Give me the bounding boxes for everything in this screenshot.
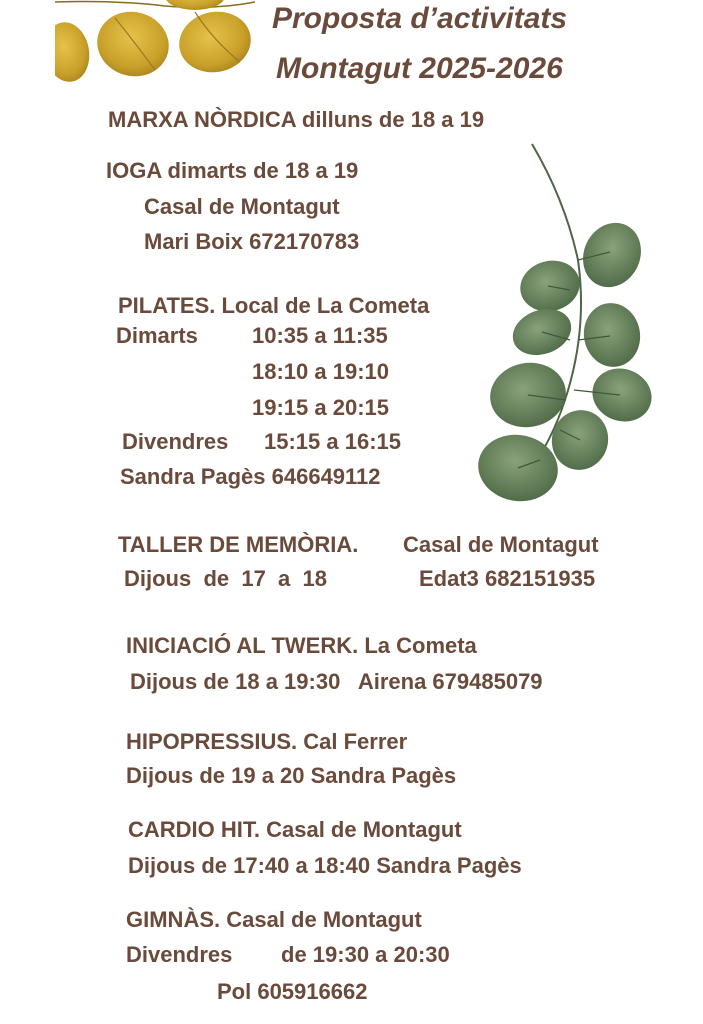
title-line-2: Montagut 2025-2026: [276, 52, 563, 85]
green-eucalyptus-branch-icon: [470, 140, 660, 530]
cardio-schedule: Dijous de 17:40 a 18:40 Sandra Pagès: [128, 853, 522, 878]
hipopressius-line: HIPOPRESSIUS. Cal Ferrer: [126, 729, 408, 754]
twerk-schedule: Dijous de 18 a 19:30 Airena 679485079: [130, 669, 543, 694]
ioga-contact: Mari Boix 672170783: [144, 229, 360, 254]
title-line-1: Proposta d’activitats: [272, 2, 568, 35]
marxa-nordica-line: MARXA NÒRDICA dilluns de 18 a 19: [108, 107, 485, 132]
pilates-time-3: 19:15 a 20:15: [252, 395, 389, 420]
golden-leaves-icon: [55, 0, 270, 90]
ioga-place: Casal de Montagut: [144, 194, 340, 219]
cardio-line: CARDIO HIT. Casal de Montagut: [128, 817, 462, 842]
pilates-time-4: 15:15 a 16:15: [264, 429, 401, 454]
memoria-contact: Edat3 682151935: [419, 566, 596, 591]
pilates-line: PILATES. Local de La Cometa: [118, 293, 430, 318]
pilates-time-2: 18:10 a 19:10: [252, 359, 389, 384]
memoria-schedule: Dijous de 17 a 18: [124, 566, 327, 591]
ioga-line: IOGA dimarts de 18 a 19: [106, 158, 359, 183]
gimnas-line: GIMNÀS. Casal de Montagut: [126, 907, 422, 932]
gimnas-day: Divendres: [126, 942, 233, 967]
pilates-time-1: 10:35 a 11:35: [252, 323, 388, 348]
hipopressius-schedule: Dijous de 19 a 20 Sandra Pagès: [126, 763, 457, 788]
memoria-place: Casal de Montagut: [403, 532, 599, 557]
pilates-contact: Sandra Pagès 646649112: [120, 464, 381, 489]
twerk-line: INICIACIÓ AL TWERK. La Cometa: [126, 633, 477, 658]
pilates-day-tuesday: Dimarts: [116, 323, 198, 348]
gimnas-time: de 19:30 a 20:30: [281, 942, 450, 967]
gimnas-contact: Pol 605916662: [217, 979, 368, 1004]
pilates-day-friday: Divendres: [122, 429, 229, 454]
memoria-line: TALLER DE MEMÒRIA.: [118, 532, 359, 557]
